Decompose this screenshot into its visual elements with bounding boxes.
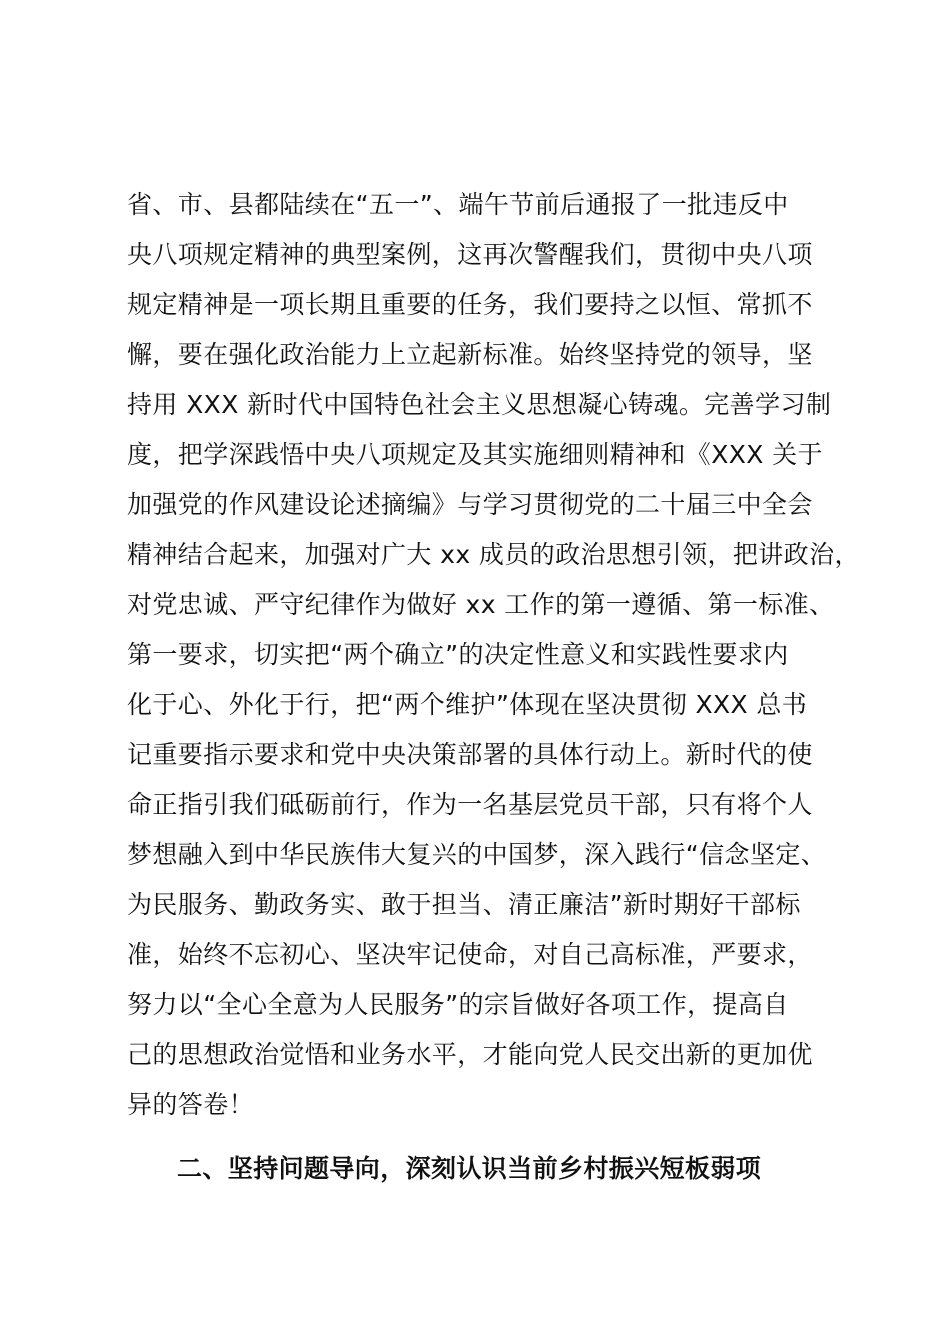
section-heading: 二、坚持问题导向，深刻认识当前乡村振兴短板弱项 [177, 1154, 762, 1183]
paragraph-line: 度，把学深践悟中央八项规定及其实施细则精神和《XXX 关于 [127, 440, 823, 469]
paragraph-line: 异的答卷！ [127, 1090, 255, 1119]
paragraph-line: 加强党的作风建设论述摘编》与学习贯彻党的二十届三中全会 [127, 490, 813, 519]
paragraph-line: 为民服务、勤政务实、敢于担当、清正廉洁”新时期好干部标 [127, 890, 801, 919]
paragraph-line: 己的思想政治觉悟和业务水平，才能向党人民交出新的更加优 [127, 1040, 813, 1069]
paragraph-line: 梦想融入到中华民族伟大复兴的中国梦，深入践行“信念坚定、 [127, 840, 827, 869]
paragraph-line: 努力以“全心全意为人民服务”的宗旨做好各项工作，提高自 [127, 990, 789, 1019]
paragraph-line: 记重要指示要求和党中央决策部署的具体行动上。新时代的使 [127, 740, 813, 769]
paragraph-line: 对党忠诚、严守纪律作为做好 xx 工作的第一遵循、第一标准、 [127, 590, 835, 619]
paragraph-line: 准，始终不忘初心、坚决牢记使命，对自己高标准，严要求， [127, 940, 813, 969]
paragraph-line: 化于心、外化于行，把“两个维护”体现在坚决贯彻 XXX 总书 [127, 690, 808, 719]
paragraph-line: 命正指引我们砥砺前行，作为一名基层党员干部，只有将个人 [127, 790, 813, 819]
document-body [127, 180, 860, 1194]
paragraph-line: 懈，要在强化政治能力上立起新标准。始终坚持党的领导，坚 [127, 340, 813, 369]
paragraph-line: 省、市、县都陆续在“五一”、端午节前后通报了一批违反中 [127, 190, 789, 219]
paragraph-line: 规定精神是一项长期且重要的任务，我们要持之以恒、常抓不 [127, 290, 813, 319]
paragraph-line: 精神结合起来，加强对广大 xx 成员的政治思想引领，把讲政治， [127, 540, 860, 569]
paragraph-line: 持用 XXX 新时代中国特色社会主义思想凝心铸魂。完善学习制 [127, 390, 832, 419]
paragraph-line: 第一要求，切实把“两个确立”的决定性意义和实践性要求内 [127, 640, 789, 669]
paragraph-line: 央八项规定精神的典型案例，这再次警醒我们，贯彻中央八项 [127, 240, 813, 269]
